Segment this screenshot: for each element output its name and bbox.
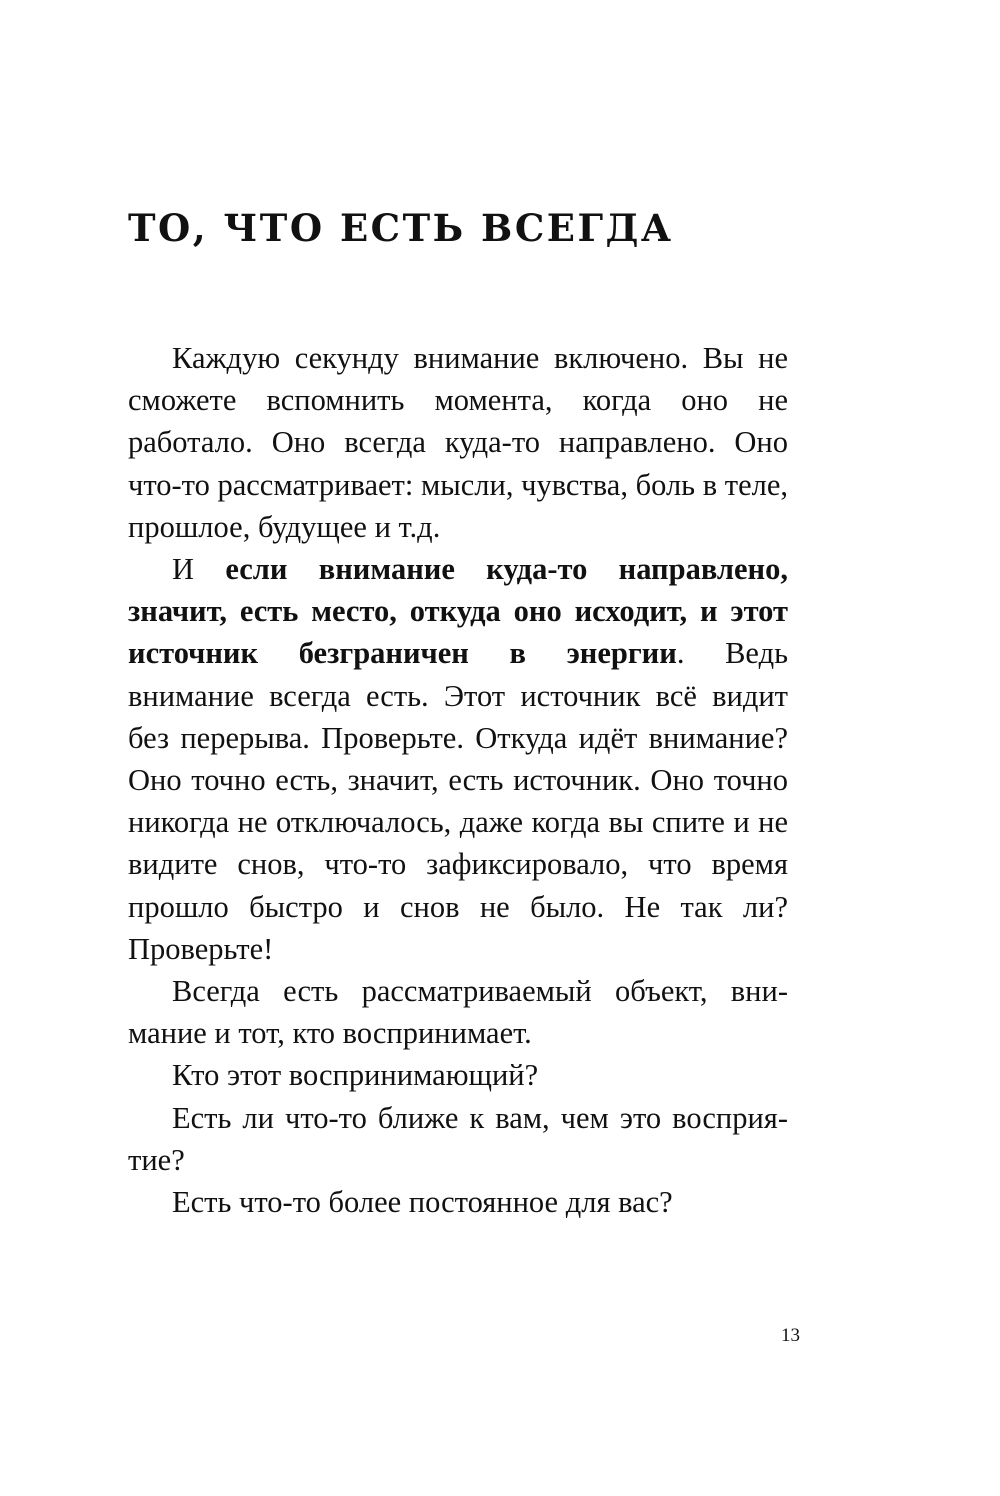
paragraph-2 bbox=[128, 548, 788, 970]
paragraph-2-emphasis: если внимание куда-то направлено, значит, есть место, откуда оно исходит, и этот источник безграничен в энергии bbox=[128, 552, 788, 671]
paragraph-3: Всегда есть рассматриваемый объект, внимание и тот, кто воспринимает. bbox=[128, 974, 788, 1051]
paragraph-2-lead: И bbox=[172, 552, 226, 587]
paragraph-4: Кто этот воспринимающий? bbox=[172, 1058, 539, 1093]
paragraph-1: Каждую секунду внимание включено. Вы не сможете вспомнить момента, когда оно не работало. Оно всегда куда-то направлено. Оно что-то рассматривает: мысли, чувства, боль в теле, прошлое, будущее и т.д. bbox=[128, 341, 788, 544]
chapter-title: ТО, ЧТО ЕСТЬ ВСЕГДА bbox=[128, 206, 674, 250]
page-number: 13 bbox=[781, 1325, 800, 1346]
paragraph-6: Есть что-то более постоянное для вас? bbox=[172, 1185, 673, 1220]
body-text bbox=[128, 337, 788, 1223]
paragraph-2-rest: . Ведь внимание всегда есть. Этот источник всё видит без перерыва. Проверьте. Откуда идёт внимание? Оно точно есть, значит, есть источник. Оно точно никогда не отключалось, даже когда вы спите и не видите снов, что-то зафиксировало, что время прошло быстро и снов не было. Не так ли? Проверьте! bbox=[128, 636, 788, 966]
paragraph-5: Есть ли что-то ближе к вам, чем это восприятие? bbox=[128, 1100, 788, 1177]
